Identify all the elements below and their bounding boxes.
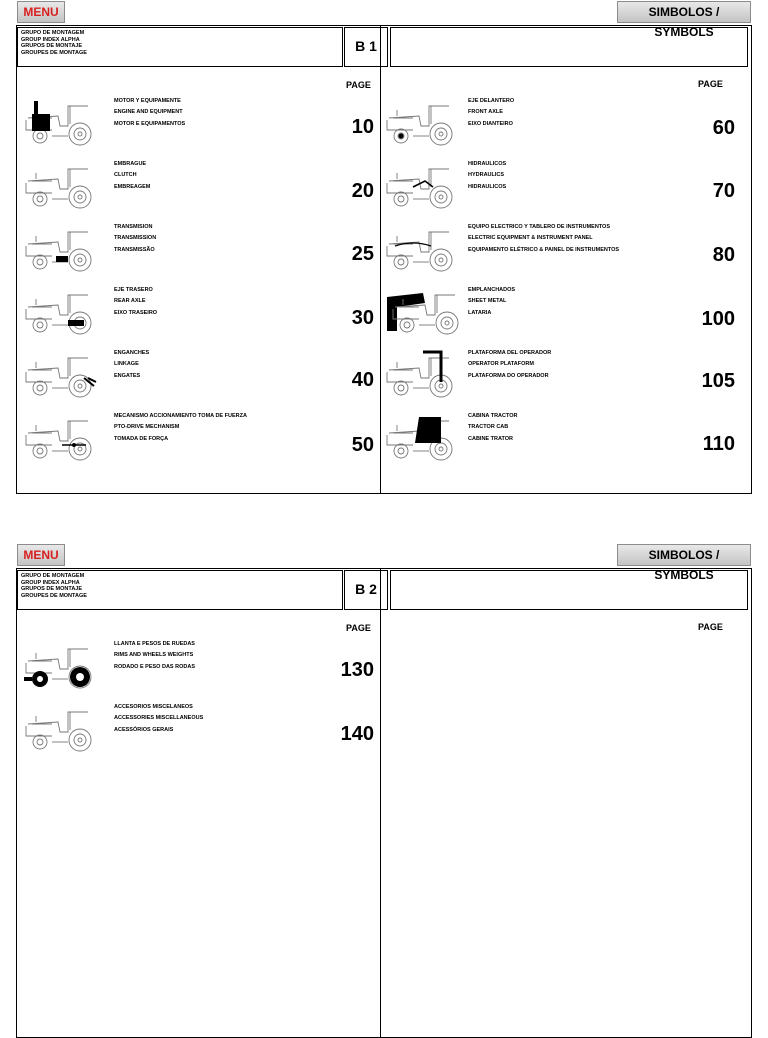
group-header-line: GROUPES DE MONTAGE [21, 592, 87, 599]
entry-page-number: 60 [712, 117, 735, 139]
index-entry[interactable] [383, 96, 747, 156]
index-entry[interactable] [22, 639, 374, 699]
entry-label-en: FRONT AXLE [468, 109, 503, 116]
entry-label-en: ELECTRIC EQUIPMENT & INSTRUMENT PANEL [468, 235, 593, 242]
group-header-line: GROUP INDEX ALPHA [21, 579, 80, 586]
entry-label-pt: RODADO E PESO DAS RODAS [114, 663, 195, 670]
index-panel-b1 [0, 0, 768, 500]
tractor-transmission-icon [22, 222, 102, 272]
tractor-linkage-icon [22, 348, 102, 398]
entry-page-number: 110 [702, 433, 735, 455]
entry-page-number: 105 [701, 370, 735, 392]
section-code: B 1 [355, 38, 377, 54]
section-code-box [344, 27, 388, 67]
index-entry[interactable] [383, 285, 747, 345]
entry-page-number: 130 [340, 659, 374, 681]
entry-label-es: ACCESORIOS MISCELANEOS [114, 704, 193, 710]
tractor-accessories-icon [22, 702, 102, 752]
entry-label-pt: HIDRAULICOS [468, 183, 507, 190]
entry-label-pt: ACESSÓRIOS GERAIS [114, 726, 174, 733]
group-header-line: GROUPES DE MONTAGE [21, 49, 87, 56]
tractor-engine-icon [22, 96, 102, 146]
index-entry[interactable] [383, 222, 747, 282]
index-entry[interactable] [22, 96, 374, 156]
index-entry[interactable] [22, 222, 374, 282]
group-header-box [17, 570, 343, 610]
entry-label-es: EMBRAGUE [114, 161, 147, 167]
section-code: B 2 [355, 581, 377, 597]
symbols-button[interactable]: SIMBOLOS / SYMBOLS [617, 1, 751, 23]
section-title-box [390, 27, 748, 67]
entry-page-number: 70 [712, 180, 735, 202]
entry-page-number: 20 [351, 180, 374, 202]
entry-label-en: OPERATOR PLATAFORM [468, 361, 534, 368]
entry-label-en: ENGINE AND EQUIPMENT [114, 109, 183, 116]
entry-label-en: SHEET METAL [468, 298, 507, 305]
menu-button[interactable]: MENU [17, 1, 65, 23]
entry-label-es: EQUIPO ELECTRICO Y TABLERO DE INSTRUMENTOS [468, 224, 610, 230]
entry-label-pt: LATARIA [468, 309, 492, 316]
entry-label-es: EJE DELANTERO [468, 98, 515, 104]
entry-label-pt: EIXO TRASEIRO [114, 309, 158, 316]
page-column-header: PAGE [346, 80, 371, 90]
tractor-wheels-icon [22, 639, 102, 689]
entry-label-es: ENGANCHES [114, 350, 150, 356]
entry-page-number: 80 [712, 244, 735, 266]
group-header-line: GRUPOS DE MONTAJE [21, 586, 83, 592]
index-entry[interactable] [22, 348, 374, 408]
entry-page-number: 25 [351, 243, 374, 265]
tractor-sheet-metal-icon [383, 285, 463, 335]
entry-label-en: TRACTOR CAB [468, 424, 509, 431]
index-entry[interactable] [22, 285, 374, 345]
entry-label-pt: TRANSMISSÃO [114, 246, 155, 253]
entry-label-es: TRANSMISION [114, 224, 153, 230]
entry-page-number: 100 [701, 308, 735, 330]
entry-label-es: EMPLANCHADOS [468, 287, 516, 293]
entry-label-en: RIMS AND WHEELS WEIGHTS [114, 652, 194, 659]
tractor-hydraulics-icon [383, 159, 463, 209]
entry-page-number: 30 [351, 307, 374, 329]
entry-label-pt: EIXO DIANTEIRO [468, 120, 513, 127]
entry-label-en: HYDRAULICS [468, 172, 505, 179]
index-entry[interactable] [22, 702, 374, 762]
index-entry[interactable] [383, 411, 747, 471]
entry-label-en: CLUTCH [114, 172, 137, 179]
entry-label-pt: CABINE TRATOR [468, 435, 514, 442]
entry-label-es: PLATAFORMA DEL OPERADOR [468, 350, 552, 356]
entry-label-pt: ENGATES [114, 372, 141, 379]
group-header-line: GROUP INDEX ALPHA [21, 36, 80, 43]
entry-label-pt: EQUIPAMENTO ELÉTRICO & PAINEL DE INSTRUMENTOS [468, 246, 620, 253]
entry-label-en: PTO-DRIVE MECHANISM [114, 424, 180, 431]
group-header-line: GRUPOS DE MONTAJE [21, 43, 83, 49]
menu-button[interactable]: MENU [17, 544, 65, 566]
entry-label-es: EJE TRASERO [114, 287, 153, 293]
index-entry[interactable] [22, 159, 374, 219]
entry-label-pt: MOTOR E EQUIPAMENTOS [114, 120, 186, 127]
entry-label-en: TRANSMISSION [114, 235, 157, 242]
page-column-header: PAGE [346, 623, 371, 633]
tractor-electric-icon [383, 222, 463, 272]
column-divider [380, 568, 381, 1038]
entry-label-en: REAR AXLE [114, 298, 146, 305]
page-column-header: PAGE [698, 622, 723, 632]
index-entry[interactable] [22, 411, 374, 471]
group-header-box [17, 27, 343, 67]
section-title-box [390, 570, 748, 610]
entry-label-es: LLANTA E PESOS DE RUEDAS [114, 641, 195, 647]
index-panel-b2 [0, 543, 768, 1024]
entry-label-pt: PLATAFORMA DO OPERADOR [468, 372, 549, 379]
entry-label-en: ACCESSORIES MISCELLANEOUS [114, 715, 204, 722]
entry-page-number: 140 [340, 723, 374, 745]
section-code-box [344, 570, 388, 610]
group-header-line: GRUPO DE MONTAGEM [21, 30, 85, 36]
entry-label-es: MOTOR Y EQUIPAMENTE [114, 98, 181, 104]
tractor-cab-icon [383, 411, 463, 461]
symbols-button[interactable]: SIMBOLOS / SYMBOLS [617, 544, 751, 566]
group-header-line: GRUPO DE MONTAGEM [21, 573, 85, 579]
entry-label-es: MECANISMO ACCIONAMIENTO TOMA DE FUERZA [114, 413, 247, 419]
index-entry[interactable] [383, 159, 747, 219]
entry-label-es: HIDRAULICOS [468, 161, 507, 167]
entry-label-pt: EMBREAGEM [114, 183, 151, 190]
tractor-pto-icon [22, 411, 102, 461]
entry-page-number: 40 [351, 369, 374, 391]
entry-label-pt: TOMADA DE FORÇA [114, 435, 169, 442]
tractor-rear-axle-icon [22, 285, 102, 335]
tractor-front-axle-icon [383, 96, 463, 146]
tractor-platform-icon [383, 348, 463, 398]
tractor-clutch-icon [22, 159, 102, 209]
index-entry[interactable] [383, 348, 747, 408]
entry-label-en: LINKAGE [114, 361, 139, 368]
column-divider [380, 25, 381, 494]
page-column-header: PAGE [698, 79, 723, 89]
entry-page-number: 10 [351, 116, 374, 138]
entry-page-number: 50 [351, 434, 374, 456]
entry-label-es: CABINA TRACTOR [468, 413, 518, 419]
